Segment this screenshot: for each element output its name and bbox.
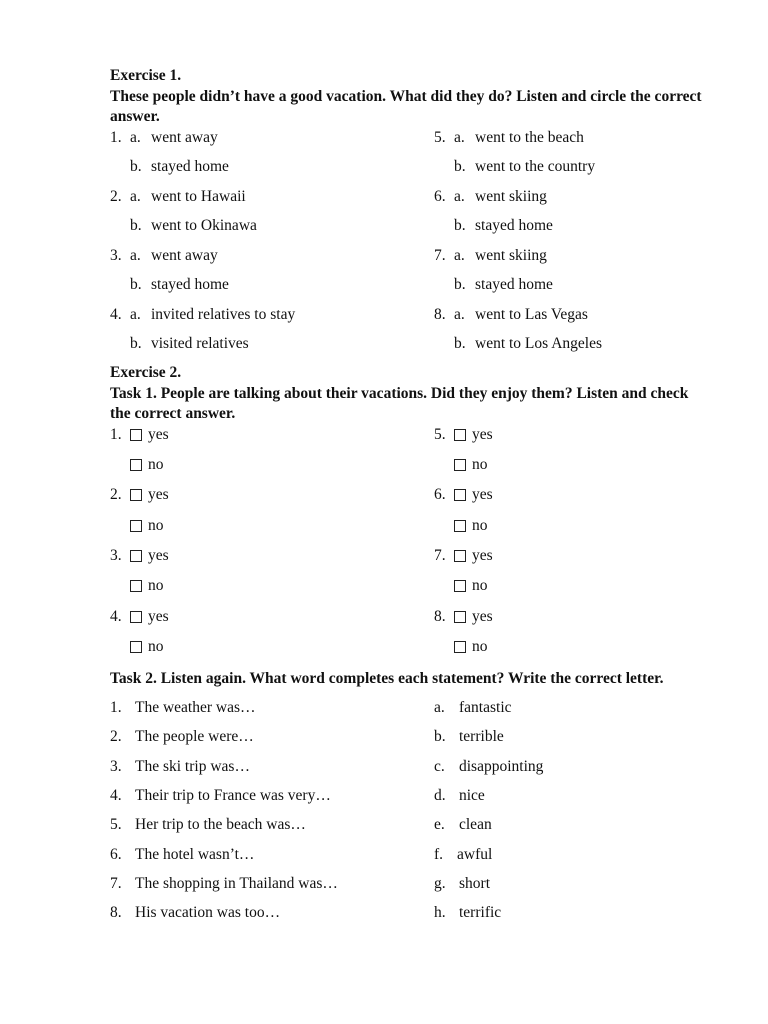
checkbox-label: yes bbox=[148, 547, 169, 565]
checkbox-label: no bbox=[148, 516, 164, 534]
task1-item-3-yes[interactable] bbox=[110, 546, 410, 576]
option-letter: a. bbox=[130, 305, 141, 323]
option-text: stayed home bbox=[151, 158, 229, 175]
item-number: 1. bbox=[110, 425, 122, 443]
checkbox[interactable] bbox=[130, 611, 142, 623]
exercise1-left-column bbox=[110, 128, 410, 364]
statement-number: 4. bbox=[110, 787, 122, 805]
item-number: 5. bbox=[434, 128, 446, 146]
checkbox[interactable] bbox=[130, 489, 142, 501]
word-letter: d. bbox=[434, 787, 446, 805]
option-text: went away bbox=[151, 128, 218, 146]
task1-left-column bbox=[110, 425, 410, 668]
statement-text: Her trip to the beach was… bbox=[135, 816, 306, 834]
task1-item-5-yes[interactable] bbox=[434, 425, 734, 455]
statement-1 bbox=[110, 698, 410, 727]
item-number: 7. bbox=[434, 246, 446, 264]
word-letter: g. bbox=[434, 875, 446, 893]
checkbox[interactable] bbox=[454, 520, 466, 532]
word-text: short bbox=[459, 875, 490, 893]
checkbox-label: yes bbox=[148, 425, 169, 443]
statement-text: The hotel wasn’t… bbox=[135, 845, 255, 863]
word-text: clean bbox=[459, 816, 492, 834]
checkbox-label: yes bbox=[472, 425, 493, 443]
ex1-item-5-b[interactable] bbox=[434, 157, 734, 187]
statement-text: Their trip to France was very… bbox=[135, 787, 331, 805]
ex1-item-5-a[interactable] bbox=[434, 128, 734, 158]
ex1-item-7-b[interactable] bbox=[434, 275, 734, 305]
ex1-item-6-a[interactable] bbox=[434, 187, 734, 217]
worksheet-page bbox=[110, 66, 720, 938]
option-text: went to Los Angeles bbox=[475, 335, 602, 352]
item-number: 8. bbox=[434, 305, 446, 323]
word-option-h bbox=[434, 903, 734, 932]
word-option-f bbox=[434, 845, 734, 874]
task1-item-8-yes[interactable] bbox=[434, 607, 734, 637]
option-letter: b. bbox=[454, 158, 466, 175]
word-text: fantastic bbox=[459, 699, 512, 716]
checkbox-label: yes bbox=[472, 547, 493, 565]
option-letter: b. bbox=[454, 217, 466, 234]
checkbox[interactable] bbox=[130, 520, 142, 532]
ex1-item-3-a[interactable] bbox=[110, 246, 410, 276]
word-letter: b. bbox=[434, 728, 446, 746]
ex1-item-3-b[interactable] bbox=[110, 275, 410, 305]
checkbox-label: yes bbox=[472, 607, 493, 625]
statement-number: 5. bbox=[110, 816, 122, 834]
item-number: 5. bbox=[434, 425, 446, 443]
option-letter: a. bbox=[130, 128, 141, 146]
statement-6 bbox=[110, 845, 410, 874]
word-option-g bbox=[434, 874, 734, 903]
ex1-item-2-b[interactable] bbox=[110, 216, 410, 246]
option-text: invited relatives to stay bbox=[151, 305, 296, 323]
option-letter: b. bbox=[130, 158, 142, 175]
word-text: terrific bbox=[459, 904, 502, 922]
statement-text: The people were… bbox=[135, 728, 254, 746]
option-letter: a. bbox=[454, 128, 465, 146]
statement-text: The weather was… bbox=[135, 699, 256, 716]
option-letter: b. bbox=[454, 276, 466, 293]
statement-8 bbox=[110, 903, 410, 932]
task1-item-2-yes[interactable] bbox=[110, 485, 410, 515]
item-number: 4. bbox=[110, 305, 122, 323]
checkbox-label: no bbox=[148, 638, 164, 656]
statement-text: The shopping in Thailand was… bbox=[135, 875, 338, 893]
task1-item-6-no[interactable] bbox=[434, 516, 734, 546]
ex1-item-1-b[interactable] bbox=[110, 157, 410, 187]
word-option-c bbox=[434, 757, 734, 786]
word-option-d bbox=[434, 786, 734, 815]
checkbox[interactable] bbox=[454, 550, 466, 562]
task1-item-2-no[interactable] bbox=[110, 516, 410, 546]
option-text: went to the country bbox=[475, 158, 596, 175]
statement-number: 7. bbox=[110, 875, 122, 893]
word-letter: a. bbox=[434, 699, 445, 716]
option-letter: b. bbox=[130, 217, 142, 234]
item-number: 1. bbox=[110, 128, 122, 146]
task2-matching bbox=[110, 698, 720, 938]
item-number: 7. bbox=[434, 547, 446, 565]
checkbox[interactable] bbox=[454, 459, 466, 471]
word-text: awful bbox=[457, 845, 493, 863]
ex1-item-7-a[interactable] bbox=[434, 246, 734, 276]
task1-item-8-no[interactable] bbox=[434, 637, 734, 667]
exercise1-options bbox=[110, 128, 720, 364]
word-text: nice bbox=[459, 787, 485, 805]
task1-item-4-yes[interactable] bbox=[110, 607, 410, 637]
option-text: went to the beach bbox=[475, 128, 584, 146]
statement-number: 8. bbox=[110, 904, 122, 922]
word-option-e bbox=[434, 815, 734, 844]
statement-number: 6. bbox=[110, 845, 122, 863]
checkbox[interactable] bbox=[130, 550, 142, 562]
option-text: went skiing bbox=[475, 187, 547, 205]
option-text: went to Okinawa bbox=[151, 217, 257, 234]
checkbox-label: yes bbox=[148, 486, 169, 504]
statement-2 bbox=[110, 727, 410, 756]
item-number: 8. bbox=[434, 607, 446, 625]
checkbox-label: no bbox=[148, 455, 164, 473]
statement-text: The ski trip was… bbox=[135, 757, 250, 775]
checkbox[interactable] bbox=[454, 489, 466, 501]
task2-instruction: Task 2. Listen again. What word completes each statement? Write the correct letter. bbox=[110, 669, 664, 687]
option-letter: b. bbox=[130, 335, 142, 352]
task1-item-1-no[interactable] bbox=[110, 455, 410, 485]
task1-item-3-no[interactable] bbox=[110, 576, 410, 606]
option-text: went away bbox=[151, 246, 218, 264]
task1-right-column bbox=[434, 425, 734, 668]
exercise1-heading: Exercise 1. bbox=[110, 67, 182, 84]
exercise1-right-column bbox=[434, 128, 734, 364]
task1-item-7-no[interactable] bbox=[434, 576, 734, 606]
option-letter: a. bbox=[454, 305, 465, 323]
statement-5 bbox=[110, 815, 410, 844]
ex1-item-8-b[interactable] bbox=[434, 334, 734, 364]
task1-item-6-yes[interactable] bbox=[434, 485, 734, 515]
option-letter: a. bbox=[454, 246, 465, 264]
option-text: went to Hawaii bbox=[151, 187, 246, 205]
ex1-item-8-a[interactable] bbox=[434, 305, 734, 335]
item-number: 3. bbox=[110, 246, 122, 264]
statement-3 bbox=[110, 757, 410, 786]
task1-item-7-yes[interactable] bbox=[434, 546, 734, 576]
statement-7 bbox=[110, 874, 410, 903]
option-text: went skiing bbox=[475, 246, 547, 264]
option-letter: a. bbox=[130, 187, 141, 205]
option-text: stayed home bbox=[151, 276, 229, 293]
item-number: 2. bbox=[110, 486, 122, 504]
ex1-item-6-b[interactable] bbox=[434, 216, 734, 246]
item-number: 4. bbox=[110, 607, 122, 625]
word-letter: c. bbox=[434, 757, 445, 775]
checkbox[interactable] bbox=[130, 580, 142, 592]
ex1-item-1-a[interactable] bbox=[110, 128, 410, 158]
item-number: 2. bbox=[110, 187, 122, 205]
word-letter: e. bbox=[434, 816, 445, 834]
task1-item-5-no[interactable] bbox=[434, 455, 734, 485]
item-number: 6. bbox=[434, 187, 446, 205]
task1-item-4-no[interactable] bbox=[110, 637, 410, 667]
checkbox-label: no bbox=[472, 577, 488, 595]
word-text: terrible bbox=[459, 728, 504, 746]
option-letter: a. bbox=[454, 187, 465, 205]
item-number: 6. bbox=[434, 486, 446, 504]
statement-4 bbox=[110, 786, 410, 815]
item-number: 3. bbox=[110, 547, 122, 565]
checkbox[interactable] bbox=[130, 459, 142, 471]
option-text: stayed home bbox=[475, 217, 553, 234]
ex1-item-4-a[interactable] bbox=[110, 305, 410, 335]
words-column bbox=[434, 698, 734, 933]
statement-text: His vacation was too… bbox=[135, 904, 281, 922]
option-letter: b. bbox=[130, 276, 142, 293]
checkbox[interactable] bbox=[454, 429, 466, 441]
checkbox-label: no bbox=[148, 577, 164, 595]
checkbox[interactable] bbox=[130, 429, 142, 441]
word-option-a bbox=[434, 698, 734, 727]
ex1-item-2-a[interactable] bbox=[110, 187, 410, 217]
checkbox[interactable] bbox=[454, 641, 466, 653]
checkbox-label: no bbox=[472, 516, 488, 534]
statement-number: 1. bbox=[110, 699, 122, 716]
word-letter: h. bbox=[434, 904, 446, 922]
statement-number: 3. bbox=[110, 757, 122, 775]
checkbox-label: no bbox=[472, 455, 488, 473]
word-letter: f. bbox=[434, 845, 444, 863]
exercise1-instruction: These people didn’t have a good vacation. What did they do? Listen and circle the correct answer. bbox=[110, 87, 702, 125]
checkbox-label: yes bbox=[472, 486, 493, 504]
checkbox[interactable] bbox=[454, 611, 466, 623]
ex1-item-4-b[interactable] bbox=[110, 334, 410, 364]
statement-number: 2. bbox=[110, 728, 122, 746]
option-text: stayed home bbox=[475, 276, 553, 293]
option-letter: a. bbox=[130, 246, 141, 264]
checkbox-label: no bbox=[472, 638, 488, 656]
word-text: disappointing bbox=[459, 757, 544, 775]
task1-instruction: Task 1. People are talking about their vacations. Did they enjoy them? Listen and check the correct answer. bbox=[110, 384, 689, 422]
option-text: visited relatives bbox=[151, 335, 249, 352]
exercise2-heading: Exercise 2. bbox=[110, 364, 182, 381]
word-option-b bbox=[434, 727, 734, 756]
checkbox[interactable] bbox=[454, 580, 466, 592]
option-text: went to Las Vegas bbox=[475, 305, 588, 323]
task1-item-1-yes[interactable] bbox=[110, 425, 410, 455]
statements-column bbox=[110, 698, 410, 933]
checkbox-label: yes bbox=[148, 607, 169, 625]
option-letter: b. bbox=[454, 335, 466, 352]
task1-checkboxes bbox=[110, 425, 720, 668]
checkbox[interactable] bbox=[130, 641, 142, 653]
